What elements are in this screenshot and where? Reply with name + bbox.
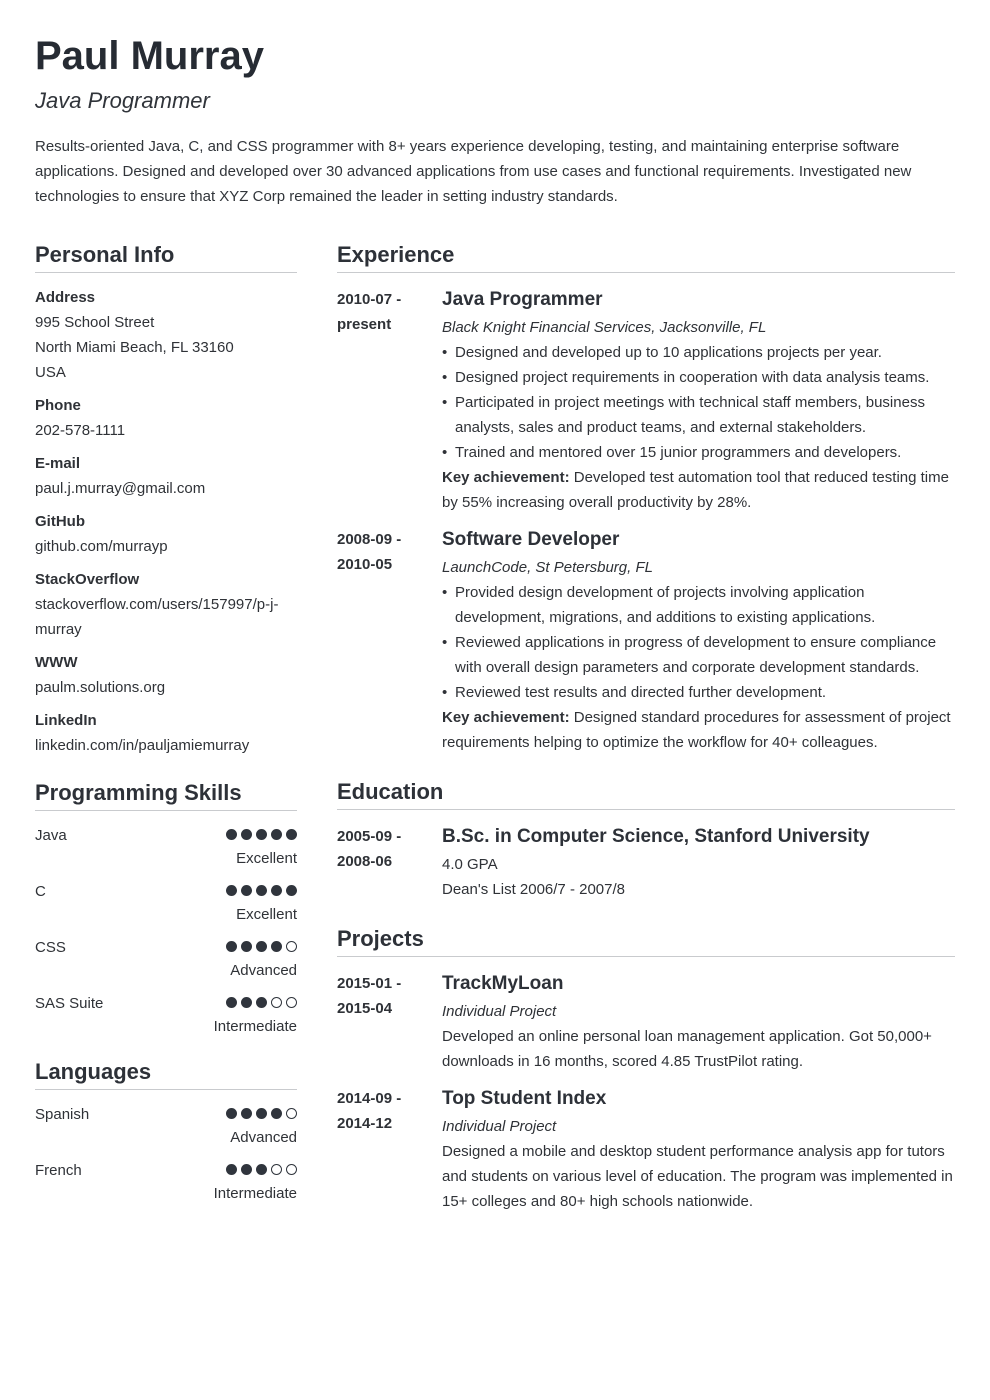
- entry-title: Software Developer: [442, 529, 620, 550]
- filled-dot-icon: [241, 1164, 252, 1175]
- personal-info-heading: Personal Info: [35, 240, 297, 273]
- filled-dot-icon: [226, 941, 237, 952]
- email-block: [35, 451, 297, 501]
- entry-line: 4.0 GPA: [442, 856, 498, 873]
- achievement-label: Key achievement:: [442, 709, 570, 726]
- skill-level: Intermediate: [213, 1185, 297, 1202]
- entry-date: [337, 527, 432, 577]
- skill-level: Advanced: [230, 962, 297, 979]
- filled-dot-icon: [271, 885, 282, 896]
- bullet-line: • Provided design development of projects involving application: [455, 584, 865, 601]
- projects-heading: Projects: [337, 924, 955, 957]
- education-entry: [337, 822, 955, 902]
- phone-value[interactable]: 202-578-1111: [35, 422, 126, 439]
- filled-dot-icon: [226, 829, 237, 840]
- filled-dot-icon: [241, 829, 252, 840]
- empty-dot-icon: [271, 1164, 282, 1175]
- entry-line: downloads in 16 months, scored 4.85 TrustPilot rating.: [442, 1053, 804, 1070]
- achievement-line: [442, 705, 955, 730]
- empty-dot-icon: [286, 941, 297, 952]
- bullet-item: [442, 390, 955, 440]
- date-to: present: [337, 316, 392, 333]
- www-link[interactable]: paulm.solutions.org: [35, 679, 166, 696]
- left-column: [35, 240, 297, 1214]
- rating-dots: [226, 997, 297, 1008]
- stackoverflow-block: [35, 567, 297, 642]
- stackoverflow-link[interactable]: stackoverflow.com/users/157997/p-j-: [35, 596, 279, 613]
- bullet-item: [442, 340, 955, 365]
- programming-skills-list: [35, 823, 297, 1047]
- entry-company: Black Knight Financial Services, Jacksonville, FL: [442, 319, 767, 336]
- projects-list: [337, 969, 955, 1214]
- bullet-line: analysts, sales and product teams, and external stakeholders.: [455, 419, 867, 436]
- phone-label: Phone: [35, 397, 81, 414]
- linkedin-label: LinkedIn: [35, 712, 97, 729]
- filled-dot-icon: [256, 1164, 267, 1175]
- achievement-text: Developed test automation tool that reduced testing time: [573, 469, 949, 486]
- entry-body: [442, 1084, 955, 1214]
- filled-dot-icon: [241, 997, 252, 1008]
- entry-body: [442, 525, 955, 755]
- entry-subtitle: Individual Project: [442, 1118, 557, 1135]
- skill-row: [35, 1158, 297, 1214]
- bullet-item: [442, 630, 955, 680]
- empty-dot-icon: [286, 997, 297, 1008]
- bullet-item: [442, 580, 955, 630]
- skill-level: Excellent: [236, 850, 297, 867]
- bullet-line: • Reviewed applications in progress of development to ensure compliance: [455, 634, 937, 651]
- bullet-list: [442, 580, 955, 705]
- bullet-line: • Trained and mentored over 15 junior programmers and developers.: [455, 444, 902, 461]
- filled-dot-icon: [271, 829, 282, 840]
- achievement-line: by 55% increasing overall productivity by 28%.: [442, 494, 752, 511]
- filled-dot-icon: [226, 997, 237, 1008]
- entry-subtitle: Individual Project: [442, 1003, 557, 1020]
- entry-company: LaunchCode, St Petersburg, FL: [442, 559, 653, 576]
- stackoverflow-link[interactable]: murray: [35, 621, 82, 638]
- rating-dots: [226, 829, 297, 840]
- date-from: 2008-09 -: [337, 531, 402, 548]
- address-label: Address: [35, 289, 96, 306]
- www-block: [35, 650, 297, 700]
- rating-dots: [226, 885, 297, 896]
- summary: Results-oriented Java, C, and CSS programmer with 8+ years experience developing, testing, and maintaining enterprise software applications. Designed and developed over 30 advanced applications from use cases and functional requirements. Investigated new technologies to ensure that XYZ Corp remained the leader in setting industry standards.: [35, 138, 912, 205]
- skill-row: [35, 991, 297, 1047]
- date-to: 2010-05: [337, 556, 393, 573]
- entry-line: 15+ colleges and 80+ high schools nationwide.: [442, 1193, 754, 1210]
- entry-title: TrackMyLoan: [442, 973, 564, 994]
- date-from: 2014-09 -: [337, 1090, 402, 1107]
- filled-dot-icon: [241, 941, 252, 952]
- resume-page: [35, 30, 955, 1210]
- filled-dot-icon: [256, 1108, 267, 1119]
- skill-level: Intermediate: [213, 1018, 297, 1035]
- bullet-line: with overall design parameters and corporate development standards.: [455, 659, 920, 676]
- entry-body: [442, 822, 955, 902]
- entry-line: Developed an online personal loan management application. Got 50,000+: [442, 1028, 932, 1045]
- email-label: E-mail: [35, 455, 81, 472]
- entry-line: Designed a mobile and desktop student performance analysis app for tutors: [442, 1143, 945, 1160]
- bullet-line: • Designed project requirements in cooperation with data analysis teams.: [455, 369, 930, 386]
- skill-row: [35, 935, 297, 991]
- skill-level: Excellent: [236, 906, 297, 923]
- entry-date: [337, 287, 432, 337]
- candidate-title: Java Programmer: [35, 88, 210, 113]
- projects-entry: [337, 969, 955, 1074]
- experience-list: [337, 285, 955, 755]
- linkedin-link[interactable]: linkedin.com/in/pauljamiemurray: [35, 737, 250, 754]
- www-label: WWW: [35, 654, 78, 671]
- entry-date: [337, 971, 432, 1021]
- rating-dots: [226, 941, 297, 952]
- filled-dot-icon: [256, 829, 267, 840]
- education-heading: Education: [337, 777, 955, 810]
- skill-name: Java: [35, 827, 67, 844]
- entry-line: and students on various level of education. The program was implemented in: [442, 1168, 953, 1185]
- date-from: 2005-09 -: [337, 828, 402, 845]
- filled-dot-icon: [286, 829, 297, 840]
- empty-dot-icon: [271, 997, 282, 1008]
- github-link[interactable]: github.com/murrayp: [35, 538, 168, 555]
- filled-dot-icon: [226, 1108, 237, 1119]
- skill-level: Advanced: [230, 1129, 297, 1146]
- filled-dot-icon: [271, 941, 282, 952]
- date-to: 2008-06: [337, 853, 393, 870]
- stackoverflow-label: StackOverflow: [35, 571, 140, 588]
- skill-row: [35, 879, 297, 935]
- skill-row: [35, 1102, 297, 1158]
- projects-entry: [337, 1084, 955, 1214]
- skill-name: CSS: [35, 939, 66, 956]
- skill-name: SAS Suite: [35, 995, 104, 1012]
- key-achievement: [442, 465, 955, 515]
- linkedin-block: [35, 708, 297, 758]
- date-from: 2015-01 -: [337, 975, 402, 992]
- bullet-item: [442, 365, 955, 390]
- address-line: USA: [35, 364, 66, 381]
- email-link[interactable]: paul.j.murray@gmail.com: [35, 480, 206, 497]
- key-achievement: [442, 705, 955, 755]
- bullet-item: [442, 440, 955, 465]
- empty-dot-icon: [286, 1108, 297, 1119]
- bullet-line: • Participated in project meetings with technical staff members, business: [455, 394, 925, 411]
- achievement-line: requirements helping to optimize the workflow for 40+ colleagues.: [442, 734, 878, 751]
- rating-dots: [226, 1108, 297, 1119]
- phone-block: [35, 393, 297, 443]
- date-from: 2010-07 -: [337, 291, 402, 308]
- empty-dot-icon: [286, 1164, 297, 1175]
- filled-dot-icon: [286, 885, 297, 896]
- skill-name: Spanish: [35, 1106, 90, 1123]
- languages-heading: Languages: [35, 1057, 297, 1090]
- entry-date: [337, 1086, 432, 1136]
- entry-body: [442, 969, 955, 1074]
- right-column: [337, 240, 955, 1224]
- filled-dot-icon: [226, 885, 237, 896]
- experience-entry: [337, 525, 955, 755]
- address-block: [35, 285, 297, 385]
- achievement-label: Key achievement:: [442, 469, 570, 486]
- experience-heading: Experience: [337, 240, 955, 273]
- filled-dot-icon: [271, 1108, 282, 1119]
- bullet-list: [442, 340, 955, 465]
- address-line: 995 School Street: [35, 314, 155, 331]
- skill-row: [35, 823, 297, 879]
- programming-skills-heading: Programming Skills: [35, 778, 297, 811]
- bullet-line: • Reviewed test results and directed further development.: [455, 684, 827, 701]
- address-line: North Miami Beach, FL 33160: [35, 339, 234, 356]
- languages-list: [35, 1102, 297, 1214]
- skill-name: French: [35, 1162, 82, 1179]
- filled-dot-icon: [241, 1108, 252, 1119]
- date-to: 2015-04: [337, 1000, 393, 1017]
- bullet-item: [442, 680, 955, 705]
- filled-dot-icon: [226, 1164, 237, 1175]
- entry-date: [337, 824, 432, 874]
- bullet-line: • Designed and developed up to 10 applications projects per year.: [455, 344, 882, 361]
- entry-title: B.Sc. in Computer Science, Stanford University: [442, 826, 870, 847]
- entry-line: Dean's List 2006/7 - 2007/8: [442, 881, 625, 898]
- achievement-text: Designed standard procedures for assessment of project: [573, 709, 951, 726]
- achievement-line: [442, 465, 955, 490]
- education-list: [337, 822, 955, 902]
- filled-dot-icon: [256, 941, 267, 952]
- candidate-name: Paul Murray: [35, 34, 264, 78]
- entry-body: [442, 285, 955, 515]
- rating-dots: [226, 1164, 297, 1175]
- filled-dot-icon: [241, 885, 252, 896]
- entry-title: Java Programmer: [442, 289, 603, 310]
- filled-dot-icon: [256, 885, 267, 896]
- date-to: 2014-12: [337, 1115, 393, 1132]
- entry-title: Top Student Index: [442, 1088, 607, 1109]
- github-block: [35, 509, 297, 559]
- github-label: GitHub: [35, 513, 85, 530]
- skill-name: C: [35, 883, 46, 900]
- filled-dot-icon: [256, 997, 267, 1008]
- bullet-line: development, migrations, and additions to existing applications.: [455, 609, 876, 626]
- experience-entry: [337, 285, 955, 515]
